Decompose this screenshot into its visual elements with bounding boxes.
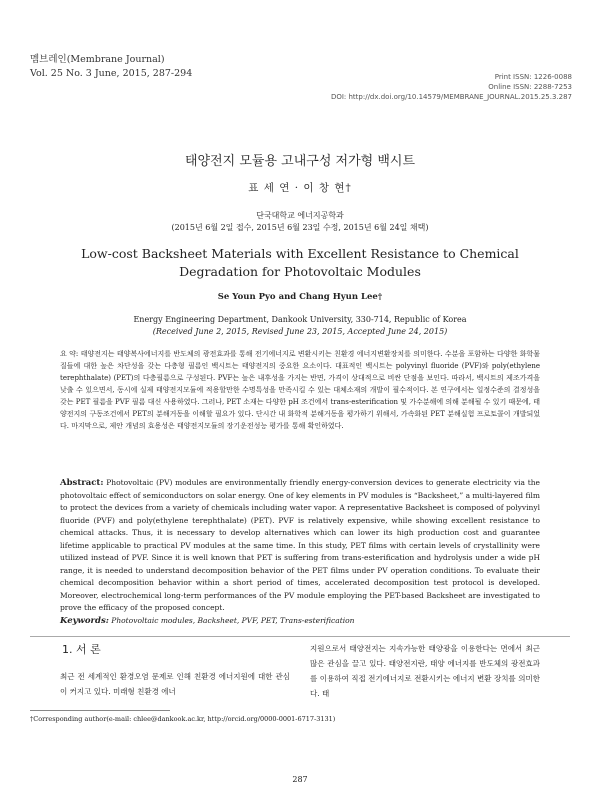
affiliation-ko-text: 단국대학교 에너지공학과: [256, 211, 344, 220]
abstract-ko-label: 요 약:: [60, 350, 79, 358]
keywords-label: Keywords:: [60, 616, 109, 626]
footnote-corresponding-author: †Corresponding author(e-mail: chlee@dankook.ac.kr, http://orcid.org/0000-0001-6717-3131): [30, 715, 336, 723]
section-divider: [30, 636, 570, 637]
footnote-divider: [30, 710, 170, 711]
abstract-en-text: Photovoltaic (PV) modules are environmentally friendly energy-conversion devices to generate electricity via the photovoltaic effect of semiconductors on solar energy. One of key elements in PV modules is “Backsheet,” a multi-layered film to protect the devices from a variety of chemicals including water vapor. A representative Backsheet is composed of polyvinyl fluoride (PVF) and poly(ethylene terephthalate) (PET). PVF is relatively expensive, while showing excellent resistance to chemical attacks. Thus, it is necessary to develop alternatives which can lower its high production cost and guarantee lifetime applicable to practical PV modules at the same time. In this study, PET films with certain levels of crystallinity were utilized instead of PVF. Since it is well known that PET is suffering from trans-esterification and hydrolysis under a wide pH range, it is needed to understand decomposition behavior of the PET films under PV operation conditions. To evaluate their chemical decomposition behavior within a short period of times, accelerated decomposition test protocol is developed. Moreover, electrochemical long-term performances of the PV module employing the PET-based Backsheet are investigated to prove the efficacy of the proposed concept.: [60, 478, 540, 612]
affiliation-en-text: Energy Engineering Department, Dankook University, 330-714, Republic of Korea: [133, 315, 467, 324]
keywords-text: Photovoltaic modules, Backsheet, PVF, PET, Trans-esterification: [111, 616, 355, 625]
authors-english: Se Youn Pyo and Chang Hyun Lee†: [217, 292, 383, 302]
affiliation-english: [0, 314, 600, 338]
affiliation-korean: [0, 210, 600, 234]
print-issn: Print ISSN: 1226-0088: [494, 73, 572, 81]
authors-korean: 표 세 연 · 이 창 현†: [248, 182, 352, 194]
title-korean: 태양전지 모듈용 고내구성 저가형 백시트: [184, 154, 415, 169]
abstract-en-label: Abstract:: [60, 478, 104, 488]
section-heading-introduction: 1. 서 론: [62, 643, 101, 656]
body-column-right: 지원으로서 태양전지는 지속가능한 태양광을 이용한다는 면에서 최근 많은 관심을 끌고 있다. 태양전지란, 태양 에너지를 반도체의 광전효과를 이용하여 직접 전기에너지로 전환시키는 에너지 변환 장치를 의미한다. 태: [310, 644, 540, 698]
abstract-english: [60, 477, 540, 615]
dates-korean: (2015년 6월 2일 접수, 2015년 6월 23일 수정, 2015년 6월 24일 채택): [171, 223, 429, 232]
page-number: 287: [292, 775, 308, 784]
keywords: [60, 616, 540, 626]
body-column-left: 최근 전 세계적인 환경오염 문제로 인해 친환경 에너지원에 대한 관심이 커지고 있다. 미래형 친환경 에너: [60, 672, 290, 696]
journal-name: 멤브레인(Membrane Journal): [30, 54, 165, 65]
online-issn: Online ISSN: 2288-7253: [488, 83, 572, 91]
abstract-korean: [60, 348, 540, 432]
abstract-ko-text: 태양전지는 태양복사에너지를 반도체의 광전효과를 통해 전기에너지로 변환시키는 친환경 에너지변환장치를 의미한다. 수분을 포함하는 다양한 화학물질들에 대한 높은 차단성을 갖는 다층형 필름인 백시트는 태양전지의 중요한 요소이다. 대표적인 백시트는 polyvinyl fluoride (PVF)와 poly(ethylene terephthalate) (PET)의 다층필름으로 구성된다. PVF는 높은 내후성을 가지는 반면, 가격이 상대적으로 비싼 단점을 보인다. 따라서, 백시트의 제조가격을 낮출 수 있으면서, 동시에 실제 태양전지모듈에 적용할만한 수명특성을 만족시킬 수 있는 대체소재의 개발이 필수적이다. 본 연구에서는 일정수준의 결정성을 갖는 PET 필름을 PVF 필름 대신 사용하였다. 그러나, PET 소재는 다양한 pH 조건에서 trans-esterification 및 가수분해에 의해 분해될 수 있기 때문에, 태양전지의 구동조건에서 PET의 분해거동을 이해할 필요가 있다. 단시간 내 화학적 분해거동을 평가하기 위해서, 가속화된 PET 분해실험 프로토콜이 개발되었다. 마지막으로, 제안 개념의 효용성은 태양전지모듈의 장기운전성능 평가를 통해 확인하였다.: [60, 350, 541, 430]
identifiers: [331, 72, 572, 102]
title-english: Low-cost Backsheet Materials with Excellent Resistance to Chemical Degradation for Photovoltaic Modules: [81, 246, 519, 279]
journal-info: [30, 53, 192, 81]
dates-english: (Received June 2, 2015, Revised June 23, 2015, Accepted June 24, 2015): [152, 327, 448, 336]
doi-link[interactable]: DOI: http://dx.doi.org/10.14579/MEMBRANE_JOURNAL.2015.25.3.287: [330, 93, 572, 101]
issue-info: Vol. 25 No. 3 June, 2015, 287-294: [30, 68, 193, 79]
